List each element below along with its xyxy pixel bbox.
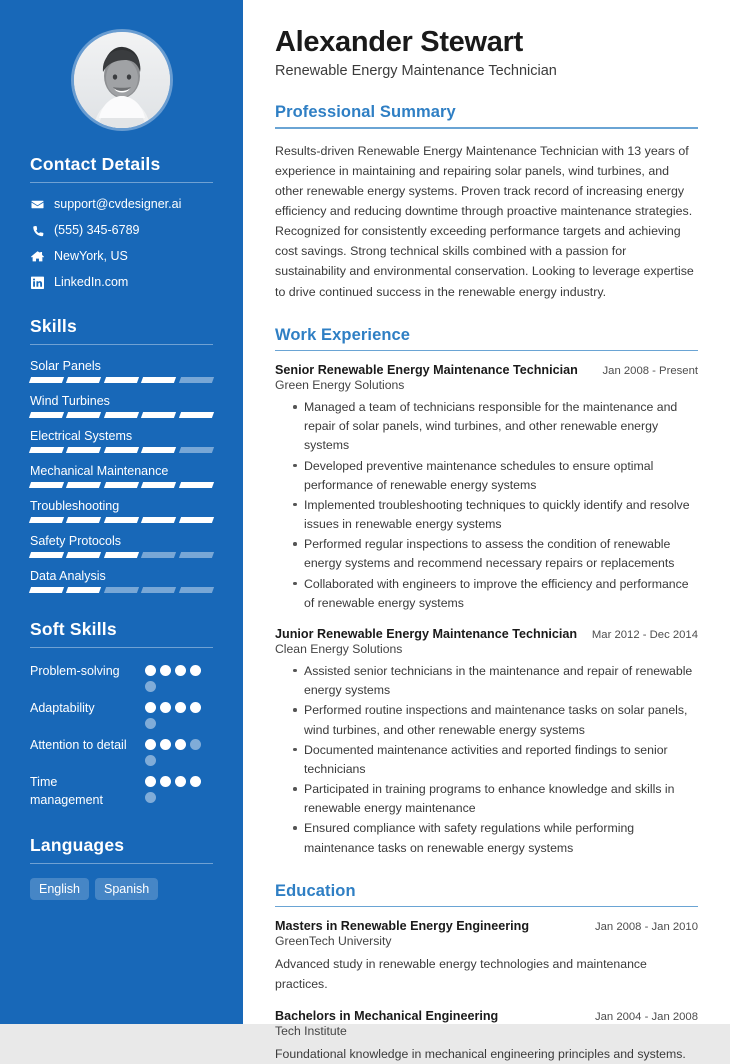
skill-segment <box>104 412 140 418</box>
soft-skills-divider <box>30 647 213 648</box>
list-item: Performed routine inspections and maintenance tasks on solar panels, wind turbines, and other renewable energy systems <box>293 701 698 739</box>
skill-segment <box>104 482 140 488</box>
skill-label: Safety Protocols <box>30 534 122 548</box>
skills-list <box>0 359 243 593</box>
skill-segment <box>141 517 177 523</box>
contact-details-section <box>0 154 243 290</box>
education-institution: Tech Institute <box>275 1023 347 1038</box>
languages-section <box>0 835 243 900</box>
skill-item <box>30 359 213 383</box>
experience-entry <box>275 627 698 858</box>
education-degree-title: Bachelors in Mechanical Engineering <box>275 1008 499 1023</box>
list-item: Managed a team of technicians responsible for the maintenance and repair of solar panels, wind turbines, and other renewable energy systems <box>293 398 698 456</box>
rating-dot <box>160 739 171 750</box>
rating-dot <box>190 739 201 750</box>
skill-segment <box>179 377 215 383</box>
skill-level-bar <box>30 377 213 383</box>
work-experience-heading: Work Experience <box>275 325 411 344</box>
skill-segment <box>29 482 65 488</box>
rating-dot <box>145 702 156 713</box>
experience-date-range: Jan 2008 - Present <box>602 365 698 378</box>
skill-segment <box>66 552 102 558</box>
skill-level-bar <box>30 517 213 523</box>
contact-linkedin-text: LinkedIn.com <box>54 275 129 289</box>
education-entry <box>275 919 698 994</box>
list-item: Performed regular inspections to assess the condition of renewable energy systems and recommend necessary repairs or replacements <box>293 535 698 573</box>
languages-divider <box>30 863 213 864</box>
rating-dot <box>160 665 171 676</box>
skill-label: Data Analysis <box>30 569 106 583</box>
skill-label: Troubleshooting <box>30 499 120 513</box>
experience-entry <box>275 363 698 613</box>
rating-dot <box>190 665 201 676</box>
contact-item-email[interactable] <box>30 197 213 212</box>
professional-summary-section <box>275 103 698 301</box>
skill-label: Electrical Systems <box>30 429 133 443</box>
rating-dot <box>145 718 156 729</box>
education-institution: GreenTech University <box>275 934 392 949</box>
list-item: Ensured compliance with safety regulations while performing maintenance tasks on renewable energy systems <box>293 819 698 857</box>
list-item: Implemented troubleshooting techniques to quickly identify and resolve issues in renewable energy systems <box>293 496 698 534</box>
contact-item-linkedin[interactable] <box>30 275 213 290</box>
education-entry <box>275 1009 698 1064</box>
skill-segment <box>66 517 102 523</box>
list-item: Participated in training programs to enhance knowledge and skills in renewable energy maintenance <box>293 780 698 818</box>
skill-level-bar <box>30 552 213 558</box>
skill-level-bar <box>30 447 213 453</box>
skill-segment <box>179 552 215 558</box>
skill-item <box>30 394 213 418</box>
education-date-range: Jan 2004 - Jan 2008 <box>594 1010 698 1023</box>
contact-item-location[interactable] <box>30 249 213 264</box>
rating-dot <box>160 776 171 787</box>
phone-icon <box>30 224 44 238</box>
skill-segment <box>66 377 102 383</box>
rating-dot <box>145 776 156 787</box>
soft-skills-heading: Soft Skills <box>30 619 117 639</box>
skill-label: Solar Panels <box>30 359 101 373</box>
rating-dot <box>145 792 156 803</box>
languages-heading: Languages <box>30 835 125 856</box>
skill-item <box>30 464 213 488</box>
rating-dot <box>145 755 156 766</box>
rating-dot <box>175 739 186 750</box>
experience-company: Clean Energy Solutions <box>275 641 403 656</box>
list-item: Assisted senior technicians in the maintenance and repair of renewable energy systems <box>293 662 698 700</box>
envelope-icon <box>30 198 44 212</box>
skill-segment <box>66 482 102 488</box>
experience-bullet-list <box>275 662 698 858</box>
skills-divider <box>30 344 213 345</box>
rating-dot <box>175 702 186 713</box>
skill-segment <box>104 447 140 453</box>
experience-job-title: Senior Renewable Energy Maintenance Technician <box>275 363 578 378</box>
skill-item <box>30 569 213 593</box>
job-role-subtitle: Renewable Energy Maintenance Technician <box>275 63 557 80</box>
soft-skill-item <box>30 699 213 729</box>
entry-header <box>275 627 698 641</box>
professional-summary-text: Results-driven Renewable Energy Maintenance Technician with 13 years of experience in maintaining and repairing solar panels, wind turbines, and other renewable energy systems. Proven track record of increasing energy efficiency and reducing downtime through proactive maintenance strategies. Recognized for consistently exceeding performance targets and achieving cost savings. Strong technical skills combined with a passion for sustainability and environmental conservation. Looking to leverage expertise to drive continued success in the renewable energy industry. <box>275 143 694 299</box>
skill-item <box>30 534 213 558</box>
experience-date-range: Mar 2012 - Dec 2014 <box>591 628 698 641</box>
soft-skill-rating <box>145 773 213 803</box>
skill-level-bar <box>30 482 213 488</box>
rating-dot <box>175 665 186 676</box>
sidebar <box>0 0 243 1024</box>
skill-segment <box>141 482 177 488</box>
list-item: Developed preventive maintenance schedules to ensure optimal performance of renewable energy systems <box>293 457 698 495</box>
soft-skill-item <box>30 662 213 692</box>
entry-header <box>275 1009 698 1023</box>
skill-segment <box>29 587 65 593</box>
soft-skill-label: Time management <box>30 775 103 808</box>
skill-segment <box>141 412 177 418</box>
soft-skill-label: Attention to detail <box>30 738 127 752</box>
skill-segment <box>29 517 65 523</box>
skill-item <box>30 499 213 523</box>
skill-segment <box>104 377 140 383</box>
skill-segment <box>141 447 177 453</box>
language-tag: Spanish <box>95 878 158 900</box>
rating-dot <box>175 776 186 787</box>
rating-dot <box>190 702 201 713</box>
avatar <box>74 32 170 128</box>
skill-segment <box>104 552 140 558</box>
entry-header <box>275 919 698 933</box>
main-content <box>243 0 730 1061</box>
skill-segment <box>141 377 177 383</box>
skill-segment <box>179 412 215 418</box>
skill-segment <box>66 587 102 593</box>
section-divider <box>275 906 698 908</box>
skill-segment <box>179 517 215 523</box>
education-heading: Education <box>275 881 356 900</box>
work-experience-list <box>275 363 698 858</box>
soft-skill-label: Problem-solving <box>30 664 120 678</box>
education-date-range: Jan 2008 - Jan 2010 <box>594 921 698 934</box>
education-degree-title: Masters in Renewable Energy Engineering <box>275 919 530 934</box>
experience-bullet-list <box>275 398 698 613</box>
experience-company: Green Energy Solutions <box>275 378 405 393</box>
skill-segment <box>141 587 177 593</box>
soft-skill-rating <box>145 699 213 729</box>
education-section <box>275 882 698 1064</box>
linkedin-icon <box>30 276 44 290</box>
list-item: Documented maintenance activities and reported findings to senior technicians <box>293 741 698 779</box>
contact-item-phone[interactable] <box>30 223 213 238</box>
avatar-container <box>0 0 243 154</box>
soft-skill-item <box>30 773 213 809</box>
skill-segment <box>66 412 102 418</box>
skill-segment <box>141 552 177 558</box>
rating-dot <box>160 702 171 713</box>
education-list <box>275 919 698 1064</box>
list-item: Collaborated with engineers to improve the efficiency and performance of renewable energy systems <box>293 575 698 613</box>
professional-summary-heading: Professional Summary <box>275 103 456 122</box>
skill-segment <box>179 447 215 453</box>
contact-email-text: support@cvdesigner.ai <box>54 197 182 211</box>
rating-dot <box>145 665 156 676</box>
skills-heading: Skills <box>30 316 77 336</box>
soft-skills-section <box>0 619 243 809</box>
skill-segment <box>104 587 140 593</box>
skill-segment <box>29 552 65 558</box>
profile-photo-icon <box>74 32 170 128</box>
contact-location-text: NewYork, US <box>54 249 128 263</box>
skill-segment <box>29 412 65 418</box>
experience-job-title: Junior Renewable Energy Maintenance Technician <box>275 626 578 641</box>
skill-segment <box>179 587 215 593</box>
skill-label: Mechanical Maintenance <box>30 464 169 478</box>
soft-skill-label: Adaptability <box>30 701 95 715</box>
education-description: Advanced study in renewable energy technologies and maintenance practices. <box>275 957 647 991</box>
skills-section <box>0 316 243 593</box>
entry-header <box>275 363 698 377</box>
contact-list <box>0 197 243 290</box>
rating-dot <box>190 776 201 787</box>
soft-skills-list <box>0 662 243 809</box>
contact-divider <box>30 182 213 183</box>
contact-details-heading: Contact Details <box>30 154 161 174</box>
section-divider <box>275 127 698 129</box>
page-title: Alexander Stewart <box>275 26 523 58</box>
skill-level-bar <box>30 412 213 418</box>
skill-level-bar <box>30 587 213 593</box>
skill-segment <box>179 482 215 488</box>
skill-segment <box>66 447 102 453</box>
rating-dot <box>145 739 156 750</box>
soft-skill-rating <box>145 736 213 766</box>
skill-segment <box>104 517 140 523</box>
section-divider <box>275 350 698 352</box>
rating-dot <box>145 681 156 692</box>
home-icon <box>30 250 44 264</box>
soft-skill-rating <box>145 662 213 692</box>
languages-list <box>0 878 243 900</box>
language-tag: English <box>30 878 89 900</box>
skill-item <box>30 429 213 453</box>
skill-label: Wind Turbines <box>30 394 110 408</box>
work-experience-section <box>275 326 698 858</box>
skill-segment <box>29 447 65 453</box>
soft-skill-item <box>30 736 213 766</box>
education-description: Foundational knowledge in mechanical engineering principles and systems. <box>275 1046 686 1061</box>
skill-segment <box>29 377 65 383</box>
contact-phone-text: (555) 345-6789 <box>54 223 140 237</box>
